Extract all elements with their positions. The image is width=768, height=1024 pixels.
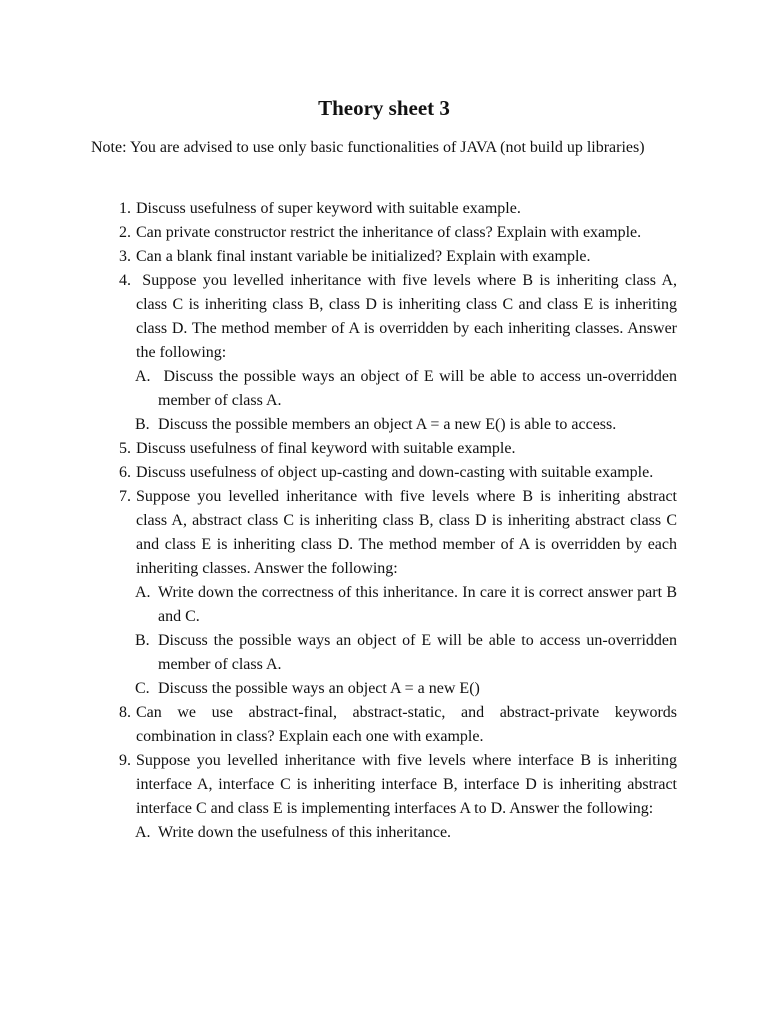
- question-number: 7.: [119, 488, 131, 505]
- sub-question-letter: B.: [135, 416, 150, 433]
- question-number: 5.: [119, 440, 131, 457]
- question-item: [119, 269, 677, 365]
- sub-question-letter: A.: [135, 824, 151, 841]
- sub-question-text: Write down the correctness of this inheritance. In care it is correct answer part B and C.: [158, 584, 677, 625]
- sub-question-letter: C.: [135, 680, 150, 697]
- sub-question-item: [135, 821, 677, 845]
- question-item: [119, 221, 677, 245]
- question-number: 1.: [119, 200, 131, 217]
- question-text: Suppose you levelled inheritance with five levels where B is inheriting abstract class A, abstract class C is inheriting class B, class D is inheriting abstract class C and class E is inheriting class D. The method member of A is overridden by each inheriting classes. Answer the following:: [136, 488, 677, 577]
- question-number: 3.: [119, 248, 131, 265]
- question-text: Suppose you levelled inheritance with five levels where interface B is inheriting interface A, interface C is inheriting interface B, interface D is inheriting abstract interface C and class E is implementing interfaces A to D. Answer the following:: [136, 752, 677, 817]
- question-item: [119, 245, 677, 269]
- question-number: 4.: [119, 272, 131, 289]
- question-item: [119, 485, 677, 581]
- question-number: 9.: [119, 752, 131, 769]
- sub-question-text: Write down the usefulness of this inheritance.: [158, 824, 452, 841]
- question-number: 2.: [119, 224, 131, 241]
- sub-question-text: Discuss the possible members an object A = a new E() is able to access.: [158, 416, 617, 433]
- page-title: Theory sheet 3: [318, 96, 450, 120]
- question-text: Discuss usefulness of final keyword with suitable example.: [136, 440, 516, 457]
- question-list: [0, 197, 768, 845]
- sub-question-item: [135, 581, 677, 629]
- sub-question-item: [135, 413, 677, 437]
- sub-question-text: Discuss the possible ways an object of E will be able to access un-overridden member of class A.: [158, 368, 677, 409]
- question-text: Can a blank final instant variable be initialized? Explain with example.: [136, 248, 591, 265]
- question-number: 6.: [119, 464, 131, 481]
- question-text: Discuss usefulness of object up-casting and down-casting with suitable example.: [136, 464, 654, 481]
- sub-question-letter: A.: [135, 584, 151, 601]
- question-text: Can we use abstract-final, abstract-static, and abstract-private keywords combination in class? Explain each one with example.: [136, 704, 677, 745]
- sub-question-text: Discuss the possible ways an object A = a new E(): [158, 680, 480, 697]
- sub-question-item: [135, 629, 677, 677]
- question-text: Suppose you levelled inheritance with five levels where B is inheriting class A, class C is inheriting class B, class D is inheriting class C and class E is inheriting class D. The method member of A is overridden by each inheriting classes. Answer the following:: [136, 272, 677, 361]
- question-text: Discuss usefulness of super keyword with suitable example.: [136, 200, 521, 217]
- question-item: [119, 197, 677, 221]
- note-paragraph: Note: You are advised to use only basic functionalities of JAVA (not build up libraries): [91, 139, 645, 156]
- sub-question-letter: A.: [135, 368, 151, 385]
- question-item: [119, 749, 677, 821]
- question-item: [119, 461, 677, 485]
- question-text: Can private constructor restrict the inheritance of class? Explain with example.: [136, 224, 642, 241]
- sub-question-text: Discuss the possible ways an object of E will be able to access un-overridden member of class A.: [158, 632, 677, 673]
- question-number: 8.: [119, 704, 131, 721]
- sub-question-item: [135, 365, 677, 413]
- sub-question-letter: B.: [135, 632, 150, 649]
- question-item: [119, 701, 677, 749]
- sub-question-item: [135, 677, 677, 701]
- question-item: [119, 437, 677, 461]
